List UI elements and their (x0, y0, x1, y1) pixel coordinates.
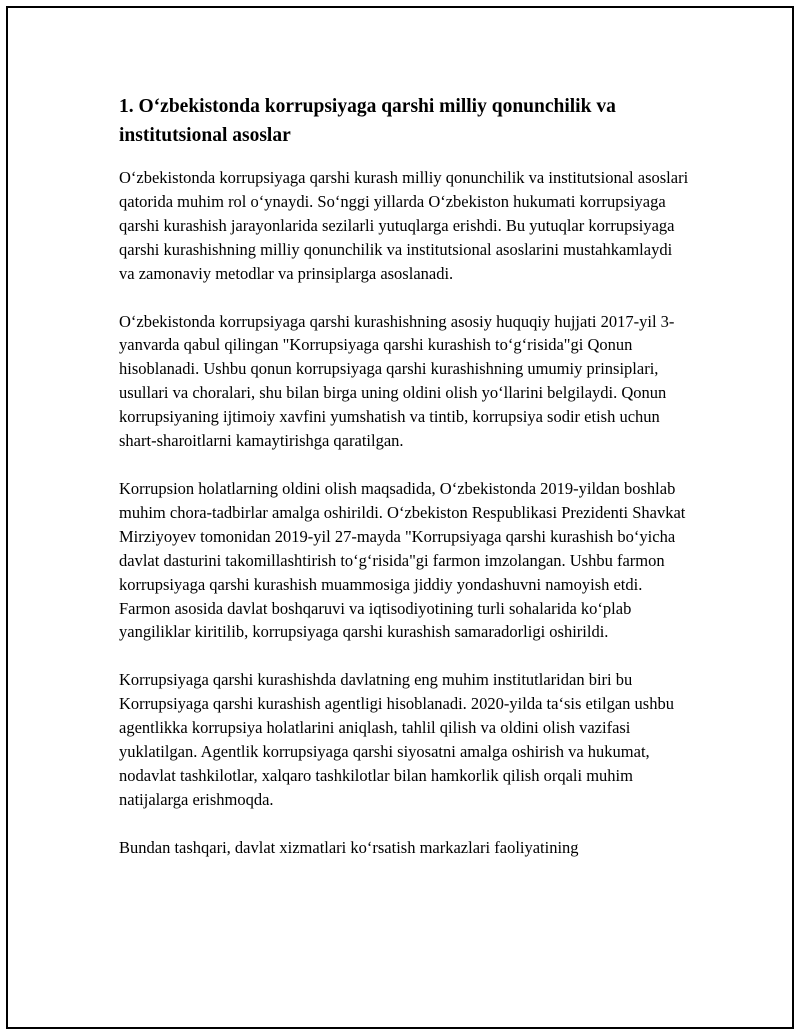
document-body (119, 92, 691, 860)
section-heading: 1. O‘zbekistonda korrupsiyaga qarshi milliy qonunchilik va institutsional asoslar (119, 96, 616, 146)
paragraph-intro: O‘zbekistonda korrupsiyaga qarshi kurash milliy qonunchilik va institutsional asoslari qatorida muhim rol o‘ynaydi. So‘nggi yillarda O‘zbekiston hukumati korrupsiyaga qarshi kurashish jarayonlarida sezilarli yutuqlarga erishdi. Bu yutuqlar korrupsiyaga qarshi kurashishning milliy qonunchilik va institutsional asoslarini mustahkamlaydi va zamonaviy metodlar va prinsiplarga asoslanadi. (119, 168, 689, 283)
paragraph-service-centers: Bundan tashqari, davlat xizmatlari ko‘rsatish markazlari faoliyatining (119, 837, 579, 857)
paragraph-law-2017: O‘zbekistonda korrupsiyaga qarshi kurashishning asosiy huquqiy hujjati 2017-yil 3-yanvarda qabul qilingan "Korrupsiyaga qarshi kurashish to‘g‘risida"gi Qonun hisoblanadi. Ushbu qonun korrupsiyaga qarshi kurashishning umumiy prinsiplari, usullari va choralari, shu bilan birga uning oldini olish yo‘llarini belgilaydi. Qonun korrupsiyaning ijtimoiy xavfini yumshatish va tintib, korrupsiya sodir etish uchun shart-sharoitlarni kamaytirishga qaratilgan. (119, 311, 675, 451)
paragraph-decree-2019: Korrupsion holatlarning oldini olish maqsadida, O‘zbekistonda 2019-yildan boshlab muhim chora-tadbirlar amalga oshirildi. O‘zbekiston Respublikasi Prezidenti Shavkat Mirziyoyev tomonidan 2019-yil 27-mayda "Korrupsiyaga qarshi kurashish bo‘yicha davlat dasturini takomillashtirish to‘g‘risida"gi farmon imzolangan. Ushbu farmon korrupsiyaga qarshi kurashish muammosiga jiddiy yondashuvni namoyish etdi. Farmon asosida davlat boshqaruvi va iqtisodiyotining turli sohalarida ko‘plab yangiliklar kiritilib, korrupsiyaga qarshi kurashish samaradorligi oshirildi. (119, 478, 686, 642)
paragraph-agency: Korrupsiyaga qarshi kurashishda davlatning eng muhim institutlaridan biri bu Korrupsiyaga qarshi kurashish agentligi hisoblanadi. 2020-yilda ta‘sis etilgan ushbu agentlikka korrupsiya holatlarini aniqlash, tahlil qilish va oldini olish vazifasi yuklatilgan. Agentlik korrupsiyaga qarshi siyosatni amalga oshirish va hukumat, nodavlat tashkilotlar, xalqaro tashkilotlar bilan hamkorlik qilish orqali muhim natijalarga erishmoqda. (119, 670, 674, 809)
